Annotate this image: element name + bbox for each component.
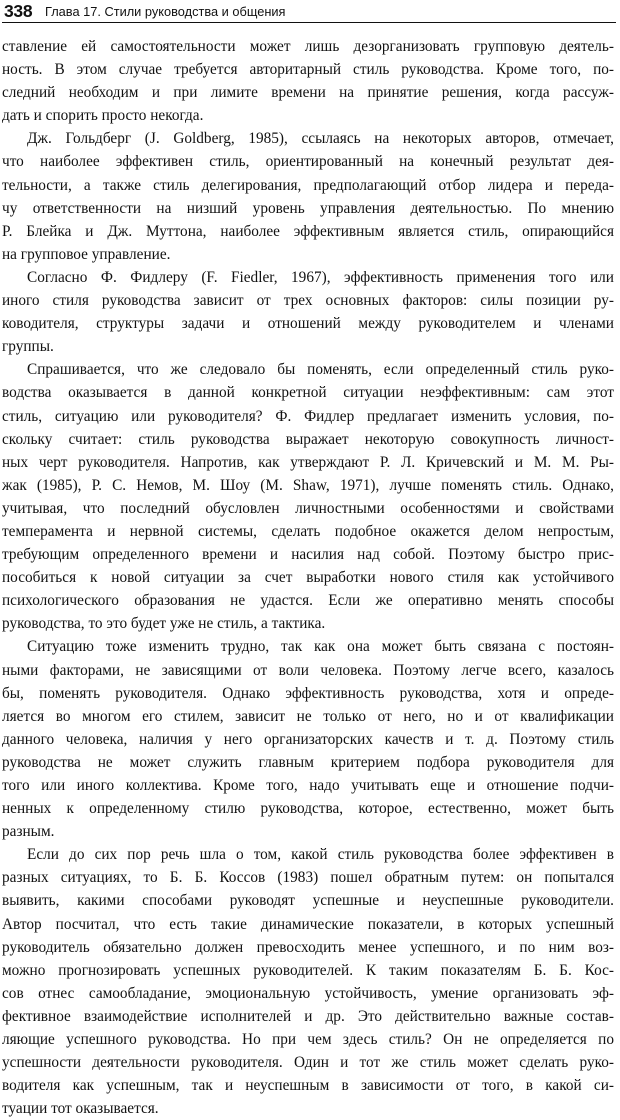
- text-line: того или иного коллектива. Кроме того, надо учитывать еще и отношение подчи-: [2, 777, 614, 794]
- paragraph: [2, 635, 614, 843]
- text-line: ными факторами, не зависящими от воли человека. Поэтому легче всего, казалось: [2, 661, 614, 679]
- chapter-title: Глава 17. Стили руководства и общения: [45, 4, 286, 19]
- running-header: [2, 0, 616, 23]
- text-line: темперамента и нервной системы, сделать подобное окажется делом непростым,: [2, 522, 614, 540]
- text-line: пособиться к новой ситуации за счет выработки нового стиля как устойчивого: [2, 569, 614, 587]
- text-line: требующим определенного времени и насилия над собой. Поэтому быстро прис-: [2, 546, 614, 564]
- text-line: туации тот оказывается.: [2, 1100, 159, 1118]
- text-line: психологического образования не удастся. Если же оперативно менять способы: [2, 592, 614, 610]
- text-line: данного человека, наличия у него организаторских качеств и т. д. Поэтому стиль: [2, 730, 614, 748]
- text-line: учитывая, что последний обусловлен личностными особенностями и свойствами: [2, 499, 614, 517]
- text-line: разным.: [2, 823, 55, 841]
- text-line: руководства, то это будет уже не стиль, а тактика.: [2, 615, 326, 633]
- text-line: жак (1985), Р. С. Немов, М. Шоу (M. Shaw, 1971), лучше поменять стиль. Однако,: [2, 476, 614, 494]
- text-line: дать и спорить просто некогда.: [2, 107, 204, 125]
- paragraph: [2, 266, 614, 358]
- paragraph: [2, 127, 614, 266]
- text-line: Если до сих пор речь шла о том, какой стиль руководства более эффективен в: [27, 846, 614, 864]
- text-line: Дж. Гольдберг (J. Goldberg, 1985), ссылаясь на некоторых авторов, отмечает,: [27, 130, 614, 148]
- text-line: ляется во многом его стилем, зависит не только от него, но и от квалификации: [2, 707, 614, 725]
- text-line: Согласно Ф. Фидлеру (F. Fiedler, 1967), эффективность применения того или: [27, 268, 614, 286]
- page-number: 338: [4, 1, 33, 21]
- text-line: водства оказывается в данной конкретной ситуации неэффективным: сам этот: [2, 384, 614, 402]
- text-line: что наиболее эффективен стиль, ориентированный на конечный результат дея-: [2, 153, 614, 171]
- text-line: Спрашивается, что же следовало бы поменять, если определенный стиль руко-: [27, 361, 614, 379]
- text-line: успешности деятельности руководителя. Один и тот же стиль может сделать руко-: [2, 1054, 614, 1072]
- text-line: ставление ей самостоятельности может лишь дезорганизовать групповую деятель-: [2, 38, 614, 55]
- text-line: сов отнес самообладание, эмоциональную устойчивость, умение организовать эф-: [2, 984, 614, 1002]
- text-line: водителя как успешным, так и неуспешным в зависимости от того, в какой си-: [2, 1077, 614, 1095]
- text-line: ководителя, структуры задачи и отношений между руководителем и членами: [2, 315, 614, 333]
- text-line: следний необходим и при лимите времени на принятие решения, когда рассуж-: [2, 84, 614, 102]
- paragraph: [2, 843, 614, 1120]
- text-line: можно прогнозировать успешных руководителей. К таким показателям Б. Б. Кос-: [2, 961, 614, 979]
- text-line: бы, поменять руководителя. Однако эффективность руководства, хотя и опреде-: [2, 684, 614, 702]
- text-line: ных черт руководителя. Напротив, как утверждают Р. Л. Кричевский и М. М. Ры-: [2, 453, 614, 471]
- text-line: выявить, какими способами руководят успешные и неуспешные руководители.: [2, 892, 614, 910]
- text-line: фективное взаимодействие исполнителей и др. Это действительно важные состав-: [2, 1007, 614, 1025]
- text-line: разных ситуациях, то Б. Б. Коссов (1983) пошел обратным путем: он попытался: [2, 869, 614, 887]
- text-line: иного стиля руководства зависит от трех основных факторов: силы позиции ру-: [2, 292, 614, 310]
- text-line: руководитель обязательно должен превосходить менее успешного, и по ним воз-: [2, 938, 614, 956]
- text-line: Ситуацию тоже изменить трудно, так как она может быть связана с постоян-: [27, 638, 614, 656]
- text-line: руководства не может служить главным критерием подбора руководителя для: [2, 753, 614, 771]
- text-line: Р. Блейка и Дж. Муттона, наиболее эффективным является стиль, опирающийся: [2, 222, 614, 240]
- text-line: ляющие успешного руководства. Но при чем здесь стиль? Он не определяется по: [2, 1031, 614, 1049]
- text-line: Автор посчитал, что есть такие динамические показатели, в которых успешный: [2, 915, 614, 933]
- text-line: тельности, а также стиль делегирования, предполагающий отбор лидера и переда-: [2, 176, 614, 194]
- text-line: на групповое управление.: [2, 245, 171, 263]
- body-text: [2, 35, 614, 1120]
- text-line: ненных к определенному стилю руководства, которое, естественно, может быть: [2, 800, 614, 818]
- text-line: стиль, ситуацию или руководителя? Ф. Фидлер предлагает изменить условия, по-: [2, 407, 614, 425]
- paragraph: [2, 358, 614, 635]
- text-line: группы.: [2, 338, 54, 356]
- text-line: чу ответственности на низший уровень управления деятельностью. По мнению: [2, 199, 614, 217]
- text-line: скольку считает: стиль руководства выражает некоторую совокупность личност-: [2, 430, 614, 448]
- text-line: ность. В этом случае требуется авторитарный стиль руководства. Кроме того, по-: [2, 61, 614, 79]
- paragraph: [2, 35, 614, 127]
